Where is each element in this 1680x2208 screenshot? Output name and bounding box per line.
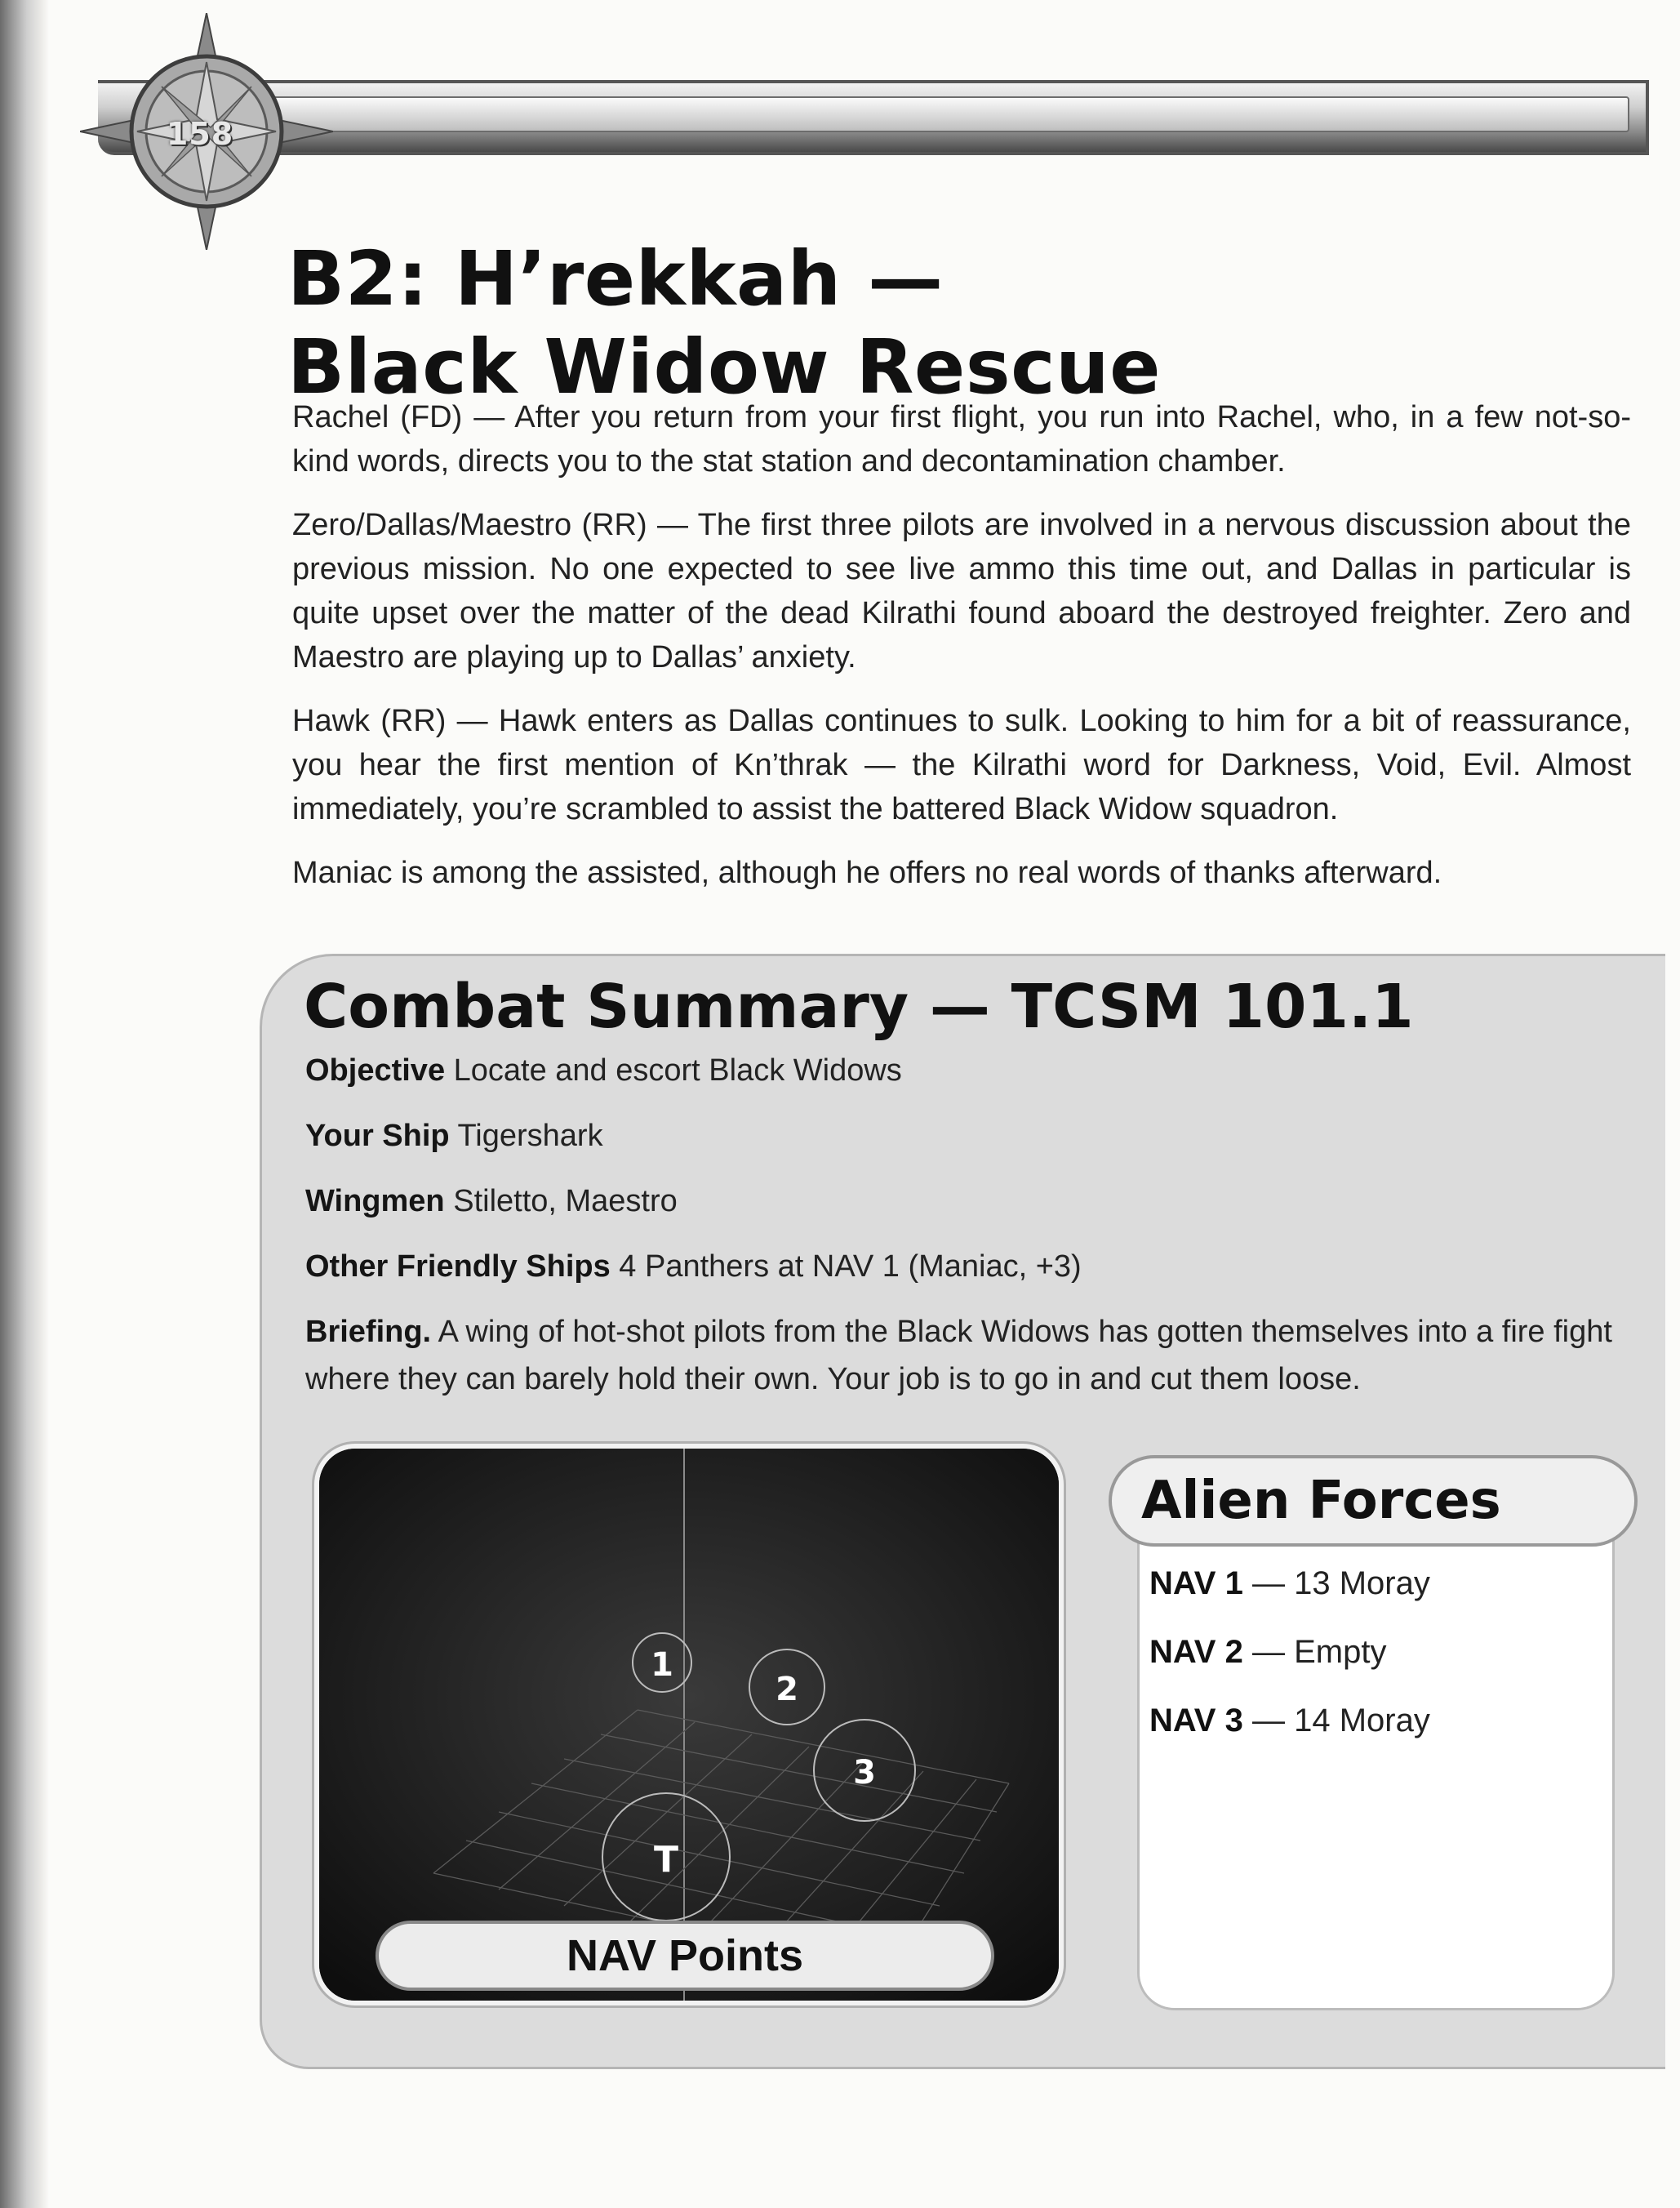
nav-label: NAV 2 [1149, 1634, 1243, 1670]
friendly-ships-label: Other Friendly Ships [305, 1249, 611, 1284]
combat-summary-title: Combat Summary — TCSM 101.1 [304, 972, 1414, 1042]
objective-value: Locate and escort Black Widows [453, 1053, 902, 1088]
nav-2-label: 2 [776, 1671, 798, 1708]
nav-3-label: 3 [853, 1754, 876, 1792]
intro-paragraph-maniac: Maniac is among the assisted, although he offers no real words of thanks afterward. [292, 856, 1442, 890]
nav-forces: — Empty [1251, 1634, 1387, 1670]
ship-label: Your Ship [305, 1119, 450, 1153]
nav-map-graphic [319, 1449, 1059, 2001]
briefing-text: A wing of hot-shot pilots from the Black Widows has gotten themselves into a fire fight where they can barely hold their own. Your job is to go in and cut them loose. [305, 1315, 1612, 1396]
nav-label: NAV 1 [1149, 1565, 1243, 1601]
nav-forces: — 14 Moray [1251, 1703, 1430, 1738]
title-line-1: B2: H’rekkah — [287, 235, 944, 323]
alien-forces-item [1149, 1628, 1430, 1676]
ship-row [305, 1112, 1644, 1160]
page-number: 158 [166, 116, 234, 152]
alien-forces-item [1149, 1560, 1430, 1607]
book-spine-shadow [0, 0, 49, 2208]
title-line-2: Black Widow Rescue [287, 323, 1162, 411]
objective-row [305, 1047, 1644, 1094]
intro-paragraph-rachel: Rachel (FD) — After you return from your first flight, you run into Rachel, who, in a few not-so-kind words, directs you to the stat station and decontamination chamber. [292, 400, 1631, 479]
alien-forces-item [1149, 1697, 1430, 1744]
ship-value: Tigershark [457, 1119, 603, 1153]
nav-1-label: 1 [651, 1646, 673, 1684]
alien-forces-title: Alien Forces [1141, 1471, 1501, 1531]
intro-text [292, 395, 1631, 915]
alien-forces-list [1149, 1560, 1430, 1765]
start-label: T [653, 1839, 679, 1881]
objective-label: Objective [305, 1053, 446, 1088]
page-title [287, 235, 1161, 412]
nav-label: NAV 3 [1149, 1703, 1243, 1738]
briefing-row [305, 1308, 1644, 1403]
combat-summary-facts [305, 1047, 1644, 1421]
intro-paragraph-pilots: Zero/Dallas/Maestro (RR) — The first three pilots are involved in a nervous discussion about the previous mission. No one expected to see live ammo this time out, and Dallas in particular is quite upset over the matter of the dead Kilrathi found aboard the destroyed freighter. Zero and Maestro are playing up to Dallas’ anxiety. [292, 508, 1631, 674]
wingmen-value: Stiletto, Maestro [453, 1184, 678, 1218]
nav-forces: — 13 Moray [1251, 1565, 1430, 1601]
briefing-label: Briefing. [305, 1315, 432, 1349]
nav-points-caption: NAV Points [376, 1921, 994, 1991]
friendly-ships-row [305, 1243, 1644, 1290]
intro-paragraph-hawk: Hawk (RR) — Hawk enters as Dallas continues to sulk. Looking to him for a bit of reassurance, you hear the first mention of Kn’thrak — the Kilrathi word for Darkness, Void, Evil. Almost immediately, you’re scrambled to assist the battered Black Widow squadron. [292, 704, 1631, 826]
friendly-ships-value: 4 Panthers at NAV 1 (Maniac, +3) [619, 1249, 1082, 1284]
wingmen-row [305, 1177, 1644, 1225]
wingmen-label: Wingmen [305, 1184, 445, 1218]
